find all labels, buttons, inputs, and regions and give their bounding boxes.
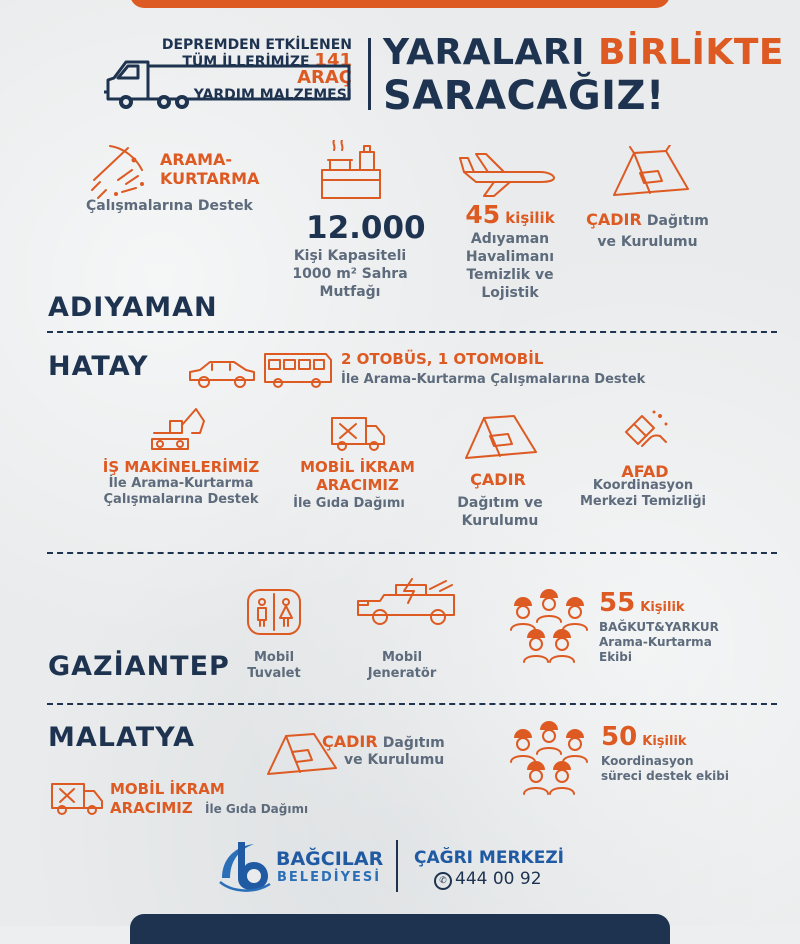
malatya-tent-title: ÇADIR xyxy=(322,732,378,751)
mobile-toilet-label: Mobil Tuvalet xyxy=(247,650,301,681)
malatya-team-unit: Kişilik xyxy=(642,734,687,749)
phone-icon: ✆ xyxy=(434,872,452,890)
search-rescue-title: ARAMA- KURTARMA xyxy=(160,150,260,188)
kitchen-icon xyxy=(318,140,384,202)
airport-description: Adıyaman Havalimanı Temizlik ve Lojistik xyxy=(465,231,555,301)
city-malatya: MALATYA xyxy=(48,722,196,753)
hatay-tent-title: ÇADIR xyxy=(470,470,526,489)
machines-subtitle: İle Arama-Kurtarma Çalışmalarına Destek xyxy=(103,476,259,507)
excavator-icon xyxy=(148,405,210,453)
gaziantep-team-text: BAĞKUT&YARKUR Arama-Kurtarma Ekibi xyxy=(599,620,719,664)
malatya-team-count-line xyxy=(601,722,687,752)
hatay-tent-icon xyxy=(462,410,540,464)
airplane-icon xyxy=(458,150,558,198)
support-team-icon xyxy=(500,718,596,808)
truck-icon xyxy=(104,52,354,112)
bus-icon xyxy=(262,350,334,390)
tent-icon xyxy=(610,145,692,201)
tent-text-2: ve Kurulumu xyxy=(597,234,698,250)
call-center-phone-line xyxy=(434,869,542,890)
divider-2 xyxy=(47,552,777,554)
gaziantep-team-count: 55 xyxy=(599,588,636,618)
rescue-team-icon xyxy=(500,586,596,676)
malatya-team-text: Koordinasyon süreci destek ekibi xyxy=(601,754,729,783)
city-gaziantep: GAZİANTEP xyxy=(48,651,230,682)
brand-subtitle: BELEDİYESİ xyxy=(277,870,382,885)
bagcilar-logo-icon xyxy=(218,838,276,894)
gaziantep-team-count-line xyxy=(599,588,685,618)
city-adiyaman: ADIYAMAN xyxy=(48,292,218,323)
afad-title: AFAD xyxy=(621,462,669,481)
call-center-title: ÇAĞRI MERKEZİ xyxy=(414,848,564,868)
airport-count: 45 xyxy=(465,200,501,229)
header-line-3: YARDIM MALZEMESİ xyxy=(193,87,352,103)
headline-line-2: SARACAĞIZ! xyxy=(383,73,665,119)
tent-title: ÇADIR xyxy=(586,210,642,229)
malatya-mobile-title: MOBİL İKRAM ARACIMIZ xyxy=(110,780,225,817)
headline-line-1: YARALARI BİRLİKTE xyxy=(383,32,784,73)
divider-1 xyxy=(47,331,777,333)
airport-unit: kişilik xyxy=(505,209,555,227)
header-divider xyxy=(368,38,371,110)
hatay-mobile-title: MOBİL İKRAM ARACIMIZ xyxy=(300,458,415,494)
machines-title: İŞ MAKİNELERİMİZ xyxy=(102,458,260,476)
header-line-2: TÜM İLLERİMİZE 141 ARAÇ xyxy=(182,50,352,88)
search-rescue-subtitle: Çalışmalarına Destek xyxy=(86,198,253,214)
toilet-icon xyxy=(244,586,304,638)
bottom-accent-bar xyxy=(130,914,670,944)
kitchen-capacity: 12.000 xyxy=(306,210,426,246)
vehicles-title: 2 OTOBÜS, 1 OTOMOBİL xyxy=(341,350,544,368)
header-line-1: DEPREMDEN ETKİLENEN xyxy=(161,37,352,53)
vehicles-subtitle: İle Arama-Kurtarma Çalışmalarına Destek xyxy=(341,372,646,387)
brand-name: BAĞCILAR xyxy=(276,848,384,870)
generator-icon xyxy=(356,575,460,631)
phone-number: 444 00 92 xyxy=(455,869,542,889)
malatya-mobile-subtitle: İle Gıda Dağımı xyxy=(205,802,309,816)
divider-3 xyxy=(47,703,777,705)
mobile-generator-label: Mobil Jeneratör xyxy=(367,650,437,681)
gaziantep-team-unit: Kişilik xyxy=(640,600,685,615)
hatay-mobile-subtitle: İle Gıda Dağımı xyxy=(293,496,405,511)
afad-text: Koordinasyon Merkezi Temizliği xyxy=(579,478,707,509)
top-accent-bar xyxy=(130,0,670,8)
airport-count-line xyxy=(455,200,565,229)
hatay-tent-text: Dağıtım ve Kurulumu xyxy=(457,495,543,529)
cleaning-hands-icon xyxy=(620,406,672,454)
vehicle-count: 141 ARAÇ xyxy=(297,50,352,88)
kitchen-description: Kişi Kapasiteli 1000 m² Sahra Mutfağı xyxy=(292,248,408,300)
malatya-tent-text-2: ve Kurulumu xyxy=(344,752,445,768)
pickaxe-icon xyxy=(88,140,152,202)
city-hatay: HATAY xyxy=(48,351,149,382)
malatya-tent-info xyxy=(322,732,445,751)
food-truck-icon xyxy=(330,414,388,454)
footer-divider xyxy=(396,840,398,892)
tent-text-1: Dağıtım xyxy=(646,213,709,229)
malatya-tent-text-1: Dağıtım xyxy=(382,735,445,751)
malatya-food-truck-icon xyxy=(50,780,106,818)
malatya-team-count: 50 xyxy=(601,722,638,752)
headline xyxy=(383,33,784,119)
tent-info xyxy=(585,210,710,252)
car-icon xyxy=(186,356,258,390)
